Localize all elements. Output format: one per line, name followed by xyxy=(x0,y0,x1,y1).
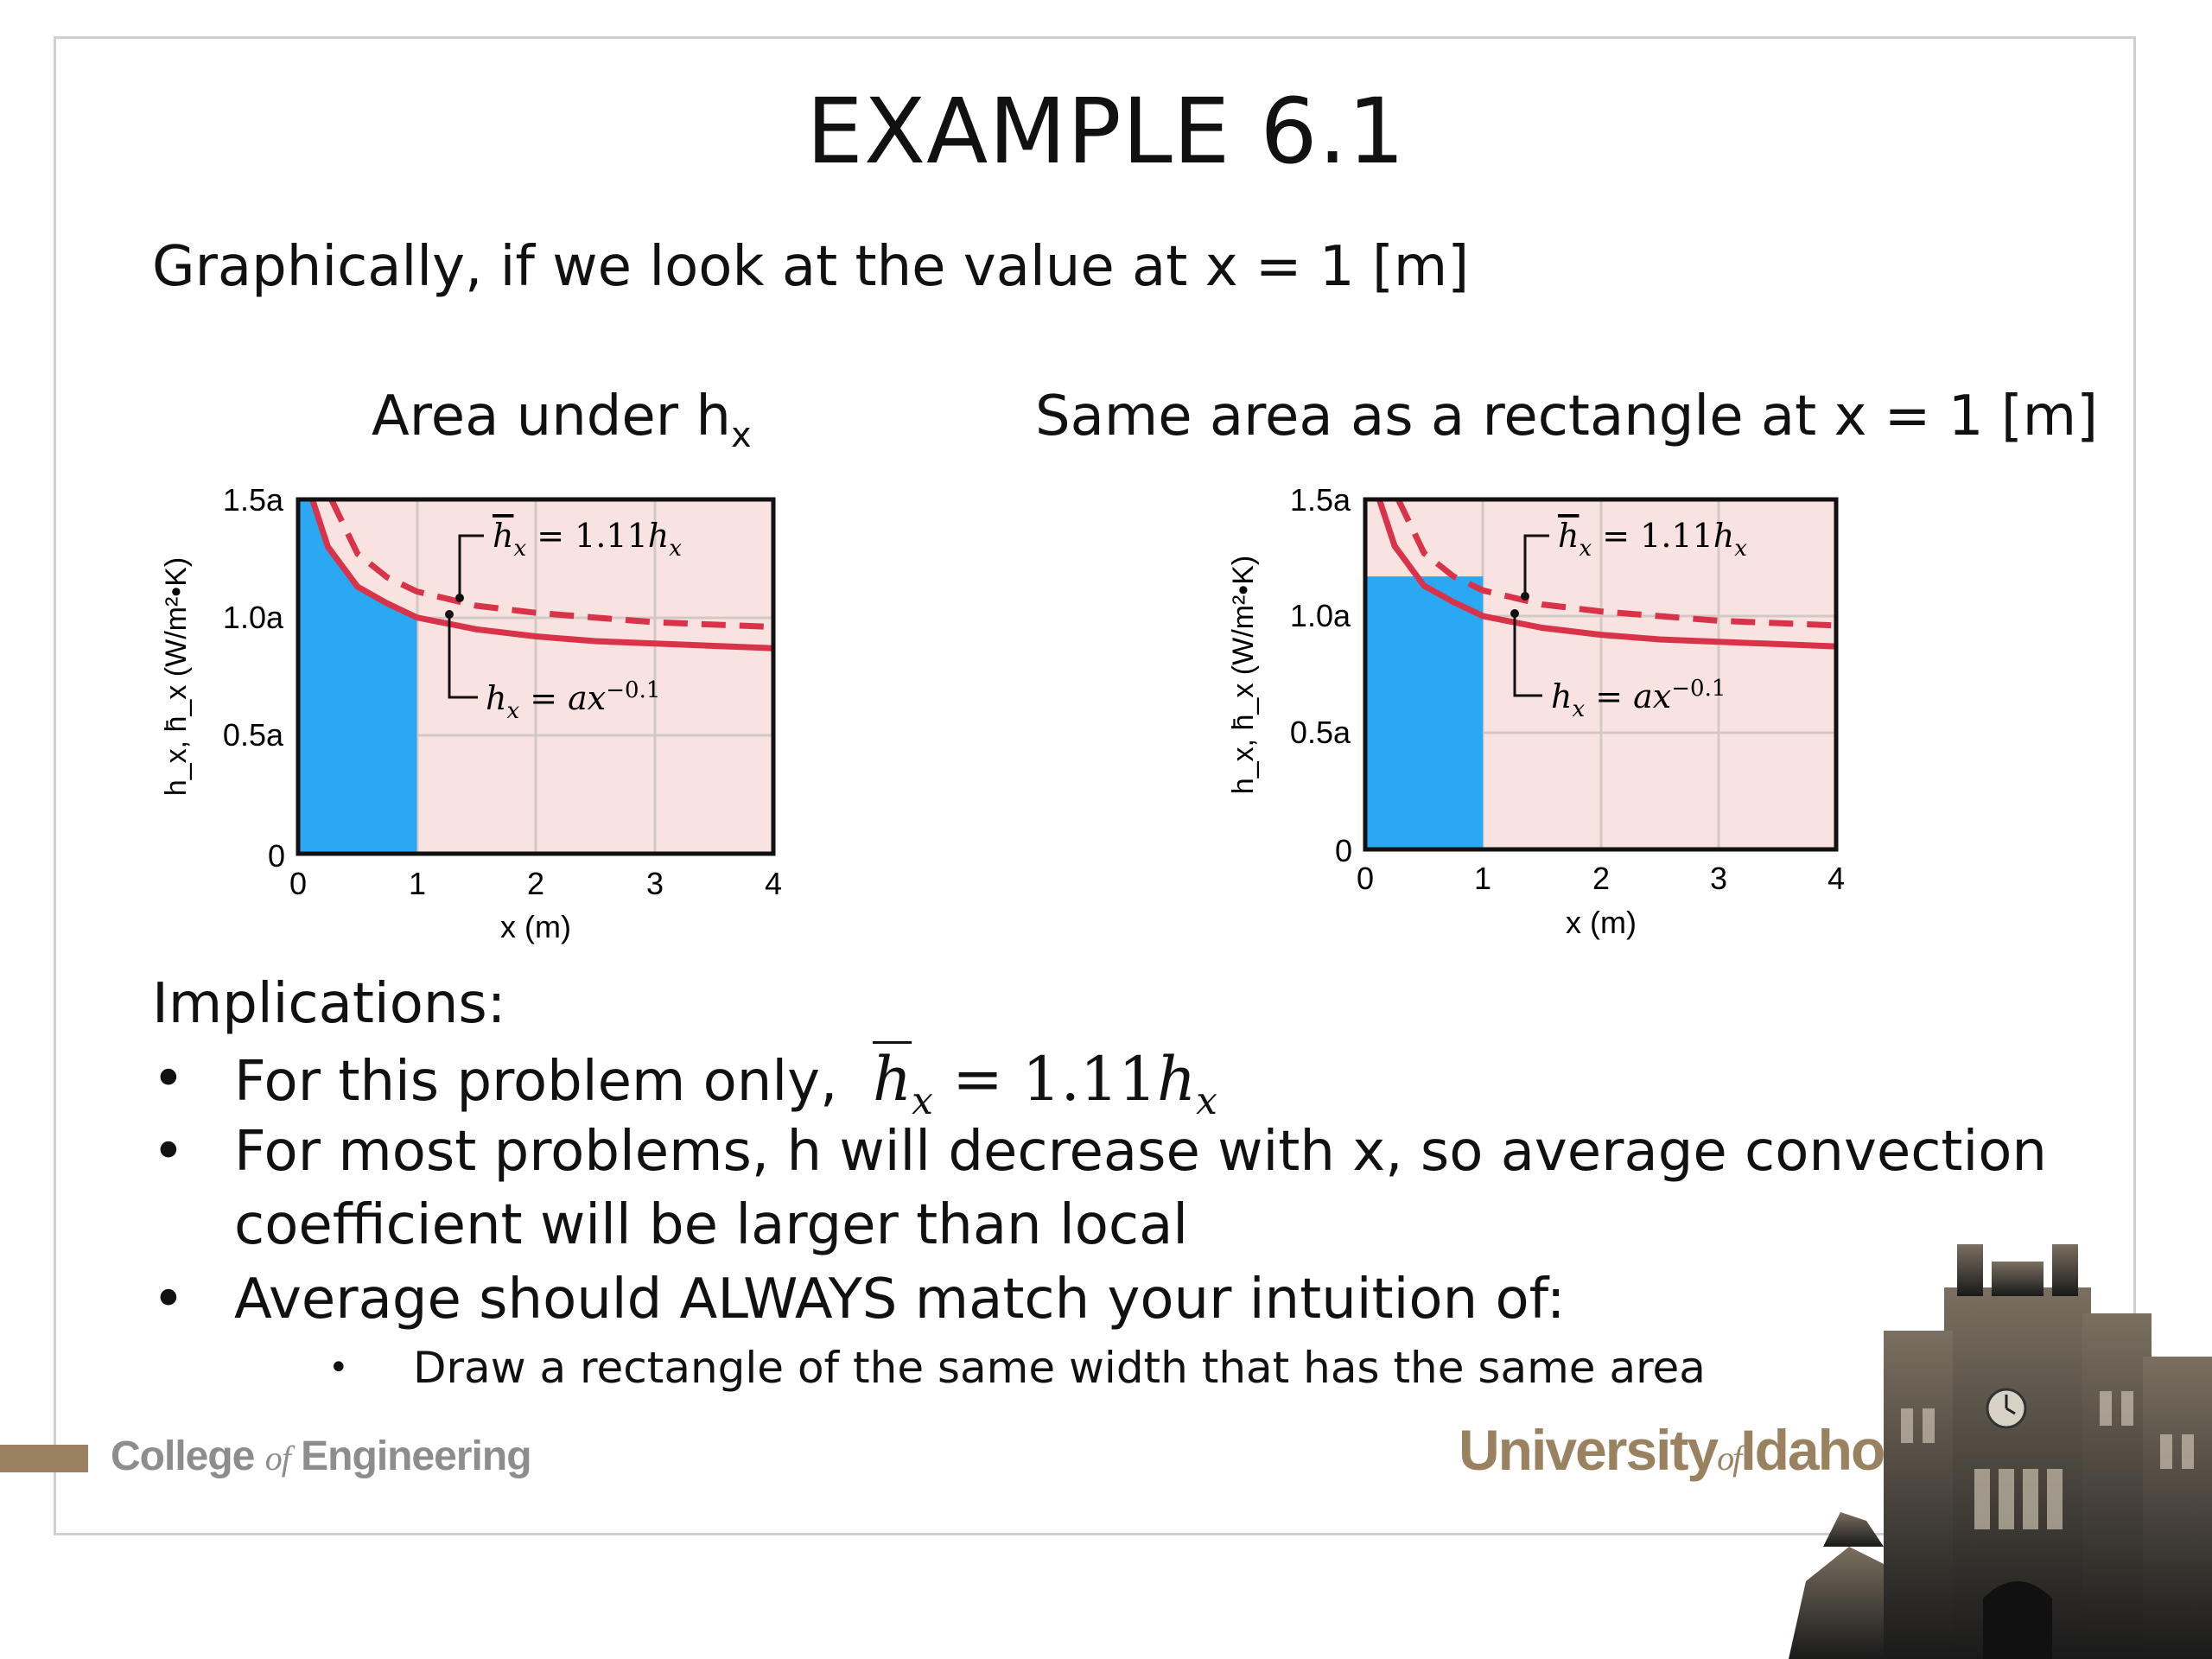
xtick-1: 1 xyxy=(1473,861,1492,896)
bullet-dot: • xyxy=(152,1120,185,1184)
x-axis-label: x (m) xyxy=(1566,905,1637,940)
bullet-text: Average should ALWAYS match your intuition of: xyxy=(234,1268,1566,1332)
svg-text:hx = ax−0.1: $h_x = ax^{-0.1}$ xyxy=(486,677,661,724)
ytick-1.0a: 1.0a xyxy=(222,600,283,635)
university-of-idaho-logo: UniversityofIdaho xyxy=(1459,1418,1885,1482)
sub-bullet-text: Draw a rectangle of the same width that has the same area xyxy=(413,1343,1706,1393)
xtick-4: 4 xyxy=(764,866,783,901)
right-chart xyxy=(1214,471,1871,955)
xtick-0: 0 xyxy=(289,866,308,901)
xtick-1: 1 xyxy=(408,866,427,901)
x-axis-label: x (m) xyxy=(500,909,571,944)
bullet-dot: • xyxy=(152,1047,185,1111)
ytick-0: 0 xyxy=(267,838,285,874)
ytick-1.5a: 1.5a xyxy=(1289,482,1351,518)
left-chart xyxy=(147,471,804,955)
xtick-4: 4 xyxy=(1827,861,1846,896)
left-chart-title: Area under $h_x$ xyxy=(372,385,752,455)
sub-bullet-dot: • xyxy=(328,1348,349,1388)
average-equation: $\overline{h}_x = 1.11h_x$ xyxy=(873,1044,1217,1123)
intro-text: Graphically, if we look at the value at x = 1 [m] xyxy=(152,235,1470,299)
svg-text:hx = 1.11hx: $h_x = 1.11h_x$ xyxy=(493,517,682,562)
equivalent-rectangle xyxy=(1365,576,1483,849)
slide-title: EXAMPLE 6.1 xyxy=(806,79,1406,184)
right-chart-title: Same area as a rectangle at x = 1 [m] xyxy=(1035,385,2099,448)
svg-text:hx = 1.11hx: $h_x = 1.11h_x$ xyxy=(1558,517,1747,562)
xtick-2: 2 xyxy=(1592,861,1611,896)
ytick-0: 0 xyxy=(1334,833,1352,868)
svg-text:hx = ax−0.1: $h_x = ax^{-0.1}$ xyxy=(1551,676,1726,722)
ytick-0.5a: 0.5a xyxy=(1289,715,1351,750)
bullet-text-line1: For most problems, h will decrease with x, so average convection xyxy=(234,1120,2047,1184)
ytick-1.5a: 1.5a xyxy=(222,482,283,518)
y-axis-label: h_x, h̄_x (W/m²•K) xyxy=(1227,555,1260,795)
xtick-0: 0 xyxy=(1356,861,1375,896)
ytick-0.5a: 0.5a xyxy=(222,717,283,753)
ytick-1.0a: 1.0a xyxy=(1289,598,1351,633)
footer-gold-bar xyxy=(0,1445,88,1472)
xtick-2: 2 xyxy=(526,866,545,901)
xtick-3: 3 xyxy=(645,866,664,901)
college-of-engineering-logo: College of Engineering xyxy=(111,1433,531,1479)
y-axis-label: h_x, h̄_x (W/m²•K) xyxy=(160,556,193,797)
bullet-dot: • xyxy=(152,1268,185,1332)
administration-building-image xyxy=(1789,1236,2212,1659)
bullet-text-line2: coefficient will be larger than local xyxy=(234,1193,1189,1257)
implications-heading: Implications: xyxy=(152,972,506,1036)
xtick-3: 3 xyxy=(1709,861,1728,896)
bullet-text: For this problem only, xyxy=(234,1050,838,1114)
